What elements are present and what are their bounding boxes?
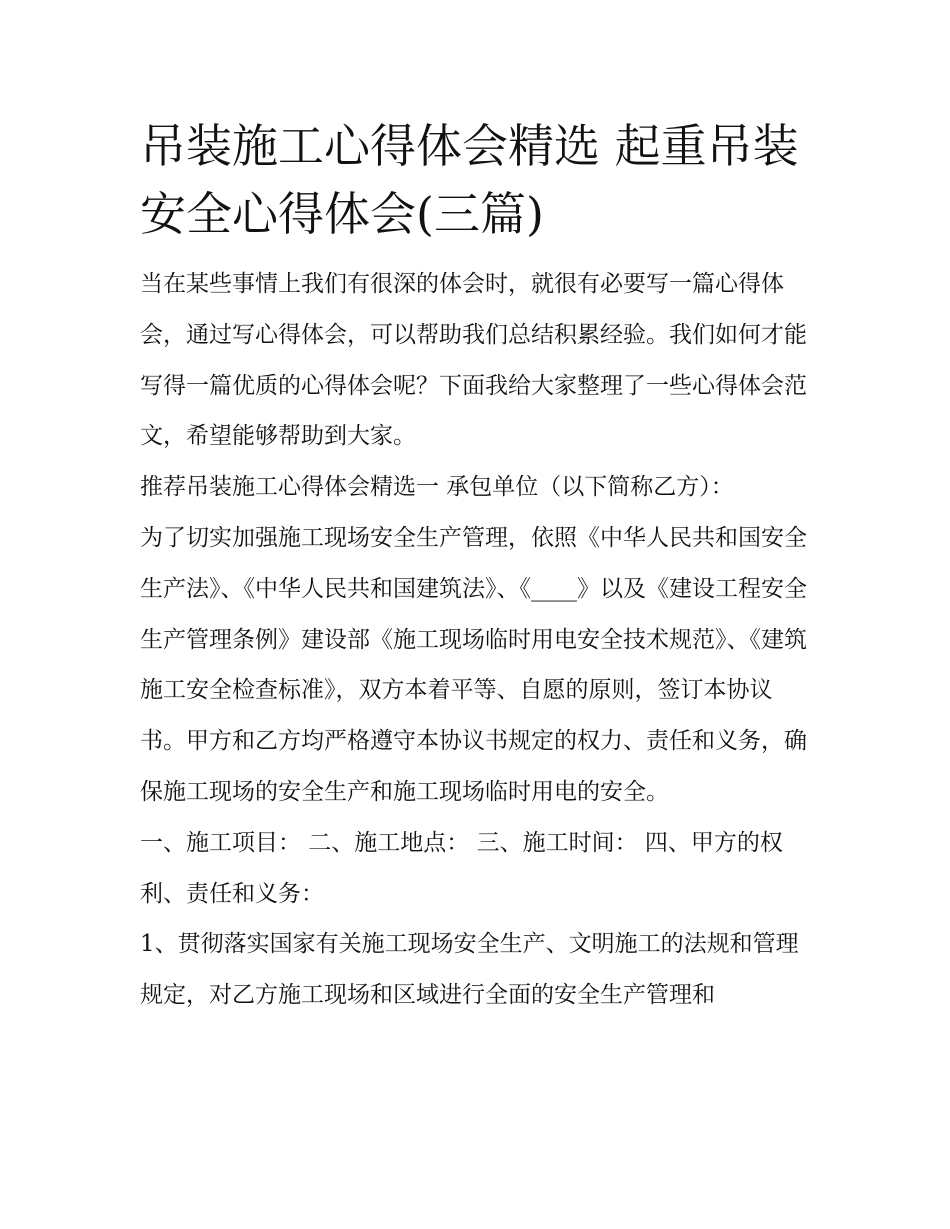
paragraph-clause-1: 1、贯彻落实国家有关施工现场安全生产、文明施工的法规和管理规定，对乙方施工现场和区域进行全面的安全生产管理和 xyxy=(140,931,799,1009)
document-body xyxy=(140,112,812,1021)
paragraph-section-list: 一、施工项目： 二、施工地点： 三、施工时间： 四、甲方的权利、责任和义务： xyxy=(140,829,783,907)
paragraph-intro: 当在某些事情上我们有很深的体会时，就很有必要写一篇心得体会，通过写心得体会，可以帮助我们总结积累经验。我们如何才能写得一篇优质的心得体会呢？下面我给大家整理了一些心得体会范文，希望能够帮助到大家。 xyxy=(140,271,807,450)
document-title: 吊装施工心得体会精选 起重吊装安全心得体会(三篇) xyxy=(140,119,799,241)
paragraph-agreement-purpose: 为了切实加强施工现场安全生产管理，依照《中华人民共和国安全生产法》、《中华人民共和国建筑法》、《____》以及《建设工程安全生产管理条例》建设部《施工现场临时用电安全技术规范》、《建筑施工安全检查标准》，双方本着平等、自愿的原则，签订本协议书。甲方和乙方均严格遵守本协议书规定的权力、责任和义务，确保施工现场的安全生产和施工现场临时用电的安全。 xyxy=(140,524,807,805)
paragraph-recommend-heading: 推荐吊装施工心得体会精选一 承包单位（以下简称乙方）： xyxy=(140,474,734,501)
